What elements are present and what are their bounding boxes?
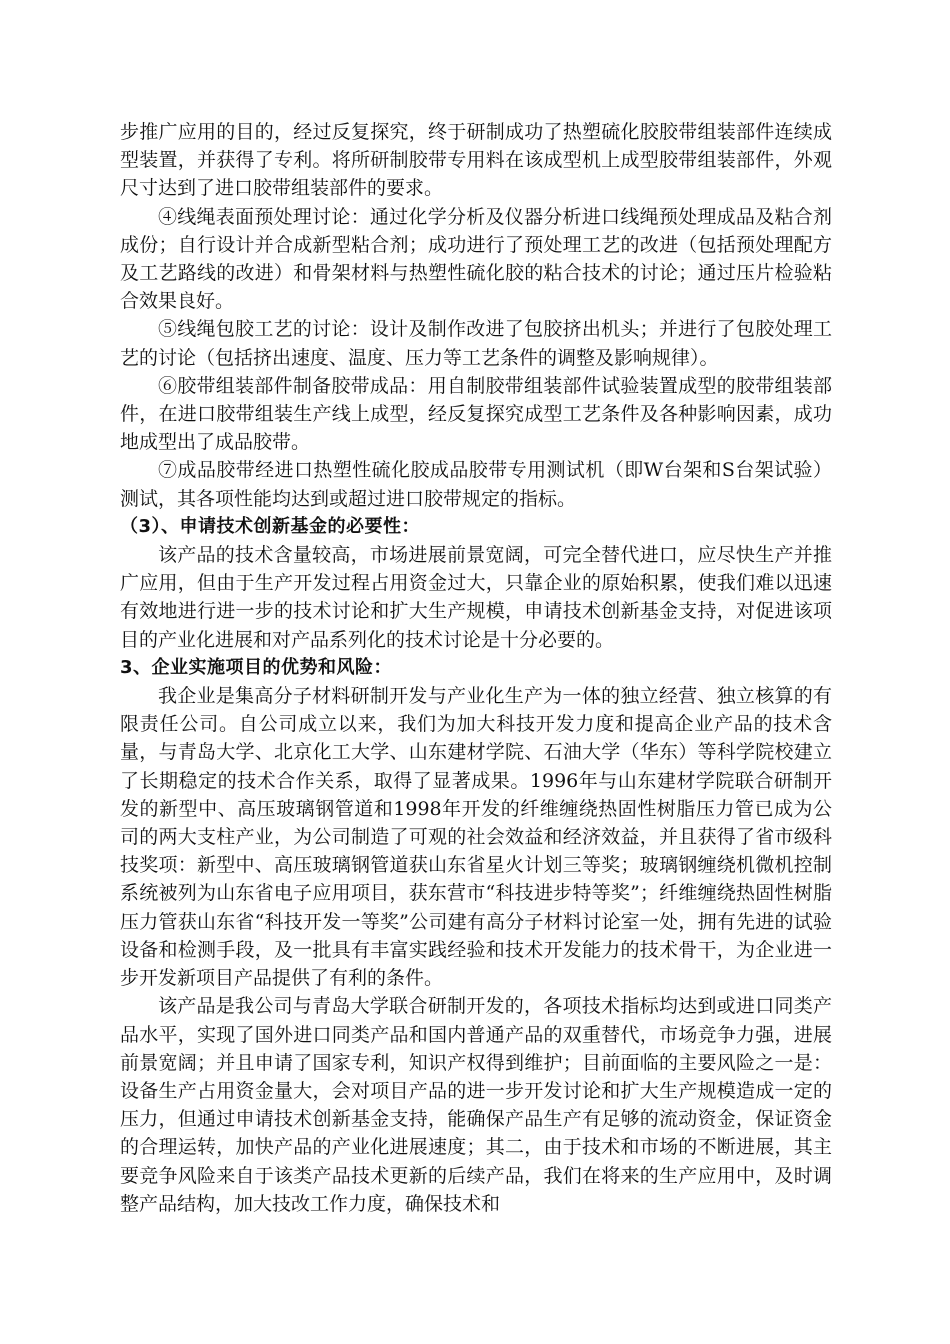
paragraph-item-4: ④线绳表面预处理讨论：通过化学分析及仪器分析进口线绳预处理成品及粘合剂成份；自行设计并合成新型粘合剂；成功进行了预处理工艺的改进（包括预处理配方及工艺路线的改进）和骨架材料与热塑性硫化胶的粘合技术的讨论；通过压片检验粘合效果良好。 <box>120 205 832 313</box>
section-heading-advantages: 3、企业实施项目的优势和风险： <box>120 656 393 678</box>
paragraph-item-7: ⑦成品胶带经进口热塑性硫化胶成品胶带专用测试机（即W台架和S台架试验）测试，其各项性能均达到或超过进口胶带规定的指标。 <box>120 459 832 510</box>
document-body <box>120 118 832 1218</box>
paragraph-item-5: ⑤线绳包胶工艺的讨论：设计及制作改进了包胶挤出机头；并进行了包胶处理工艺的讨论（包括挤出速度、温度、压力等工艺条件的调整及影响规律）。 <box>120 318 832 369</box>
section-heading-necessity: （3）、申请技术创新基金的必要性： <box>120 515 421 537</box>
paragraph-continuation: 步推广应用的目的，经过反复探究，终于研制成功了热塑硫化胶胶带组装部件连续成型装置，并获得了专利。将所研制胶带专用料在该成型机上成型胶带组装部件，外观尺寸达到了进口胶带组装部件的要求。 <box>120 121 832 200</box>
paragraph-company: 我企业是集高分子材料研制开发与产业化生产为一体的独立经营、独立核算的有限责任公司。自公司成立以来，我们为加大科技开发力度和提高企业产品的技术含量，与青岛大学、北京化工大学、山东建材学院、石油大学（华东）等科学院校建立了长期稳定的技术合作关系，取得了显著成果。1996年与山东建材学院联合研制开发的新型中、高压玻璃钢管道和1998年开发的纤维缠绕热固性树脂压力管已成为公司的两大支柱产业，为公司制造了可观的社会效益和经济效益，并且获得了省市级科技奖项：新型中、高压玻璃钢管道获山东省星火计划三等奖；玻璃钢缠绕机微机控制系统被列为山东省电子应用项目，获东营市“科技进步特等奖”；纤维缠绕热固性树脂压力管获山东省“科技开发一等奖”公司建有高分子材料讨论室一处，拥有先进的试验设备和检测手段，及一批具有丰富实践经验和技术开发能力的技术骨干，为企业进一步开发新项目产品提供了有利的条件。 <box>120 685 832 990</box>
paragraph-product-risk: 该产品是我公司与青岛大学联合研制开发的，各项技术指标均达到或进口同类产品水平，实现了国外进口同类产品和国内普通产品的双重替代，市场竞争力强，进展前景宽阔；并且申请了国家专利，知识产权得到维护；目前面临的主要风险之一是：设备生产占用资金量大，会对项目产品的进一步开发讨论和扩大生产规模造成一定的压力，但通过申请技术创新基金支持，能确保产品生产有足够的流动资金，保证资金的合理运转，加快产品的产业化进展速度；其二，由于技术和市场的不断进展，其主要竞争风险来自于该类产品技术更新的后续产品，我们在将来的生产应用中，及时调整产品结构，加大技改工作力度，确保技术和 <box>120 995 832 1215</box>
paragraph-item-6: ⑥胶带组装部件制备胶带成品：用自制胶带组装部件试验装置成型的胶带组装部件，在进口胶带组装生产线上成型，经反复探究成型工艺条件及各种影响因素，成功地成型出了成品胶带。 <box>120 374 832 454</box>
paragraph-necessity: 该产品的技术含量较高，市场进展前景宽阔，可完全替代进口，应尽快生产并推广应用，但由于生产开发过程占用资金过大，只靠企业的原始积累，使我们难以迅速有效地进行进一步的技术讨论和扩大生产规模，申请技术创新基金支持，对促进该项目的产业化进展和对产品系列化的技术讨论是十分必要的。 <box>120 544 832 651</box>
